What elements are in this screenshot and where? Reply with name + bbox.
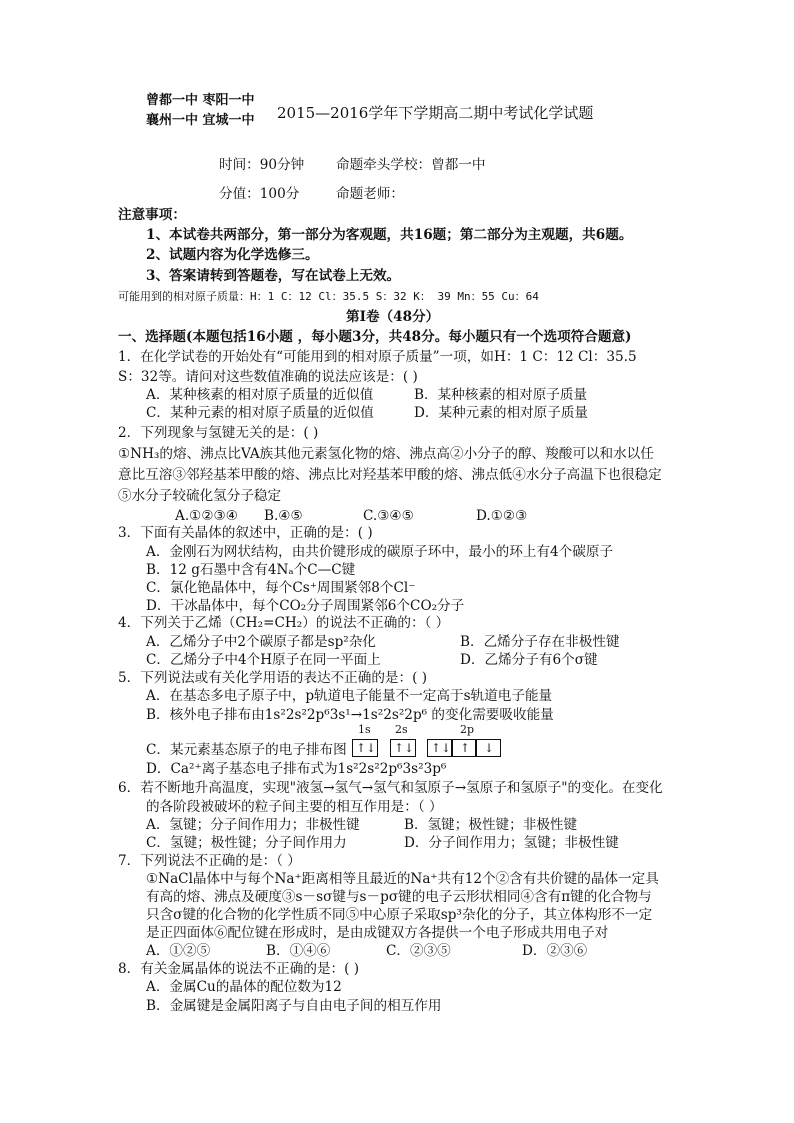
q2-option-a: A.①②③④ — [175, 508, 238, 524]
q3-option-b: B．12 g石墨中含有4Nₐ个C—C键 — [146, 562, 356, 578]
q5-option-b: B．核外电子排布由1s²2s²2p⁶3s¹→1s²2s²2p⁶ 的变化需要吸收能量 — [146, 707, 554, 723]
q8-stem: 8．有关金属晶体的说法不正确的是：( ) — [118, 961, 360, 977]
orbital-diagram — [352, 739, 504, 757]
orbital-arrows-2p-2: ↑ — [460, 741, 471, 755]
q7-line3: 只含σ键的化合物的化学性质不同⑤中心原子采取sp³杂化的分子，其立体构形不一定 — [146, 907, 653, 923]
q5-stem: 5．下列说法或有关化学用语的表达不正确的是：( ) — [118, 670, 428, 686]
q6-option-a: A．氢键；分子间作用力；非极性键 — [146, 817, 360, 833]
q5-option-a: A．在基态多电子原子中，p轨道电子能量不一定高于s轨道电子能量 — [146, 688, 553, 704]
q3-option-a: A．金刚石为网状结构，由共价键形成的碳原子环中，最小的环上有4个碳原子 — [146, 544, 614, 560]
q1-stem-line2: S：32等。请问对这些数值准确的说法应该是：( ) — [118, 369, 418, 385]
q4-stem: 4．下列关于乙烯（CH₂=CH₂）的说法不正确的：（ ） — [118, 615, 450, 631]
q2-option-d: D.①②③ — [476, 508, 528, 524]
q7-option-a: A．①②⑤ — [146, 943, 211, 959]
q4-option-b: B．乙烯分子存在非极性键 — [460, 634, 620, 650]
q7-stem: 7．下列说法不正确的是：（ ） — [118, 853, 301, 869]
orbital-label-1s: 1s — [358, 723, 371, 736]
q6-stem-line2: 的各阶段被破坏的粒子间主要的相互作用是：（ ） — [146, 799, 443, 815]
q1-option-c: C．某种元素的相对原子质量的近似值 — [146, 405, 374, 421]
q5-option-c: C．某元素基态原子的电子排布图 — [146, 742, 347, 758]
q2-option-c: C.③④⑤ — [363, 508, 414, 524]
q7-line2: 有高的熔、沸点及硬度③s－sσ键与s－pσ键的电子云形状相同④含有π键的化合物与 — [146, 889, 652, 905]
q1-stem-line1: 1．在化学试卷的开始处有“可能用到的相对原子质量”一项，如H：1 C：12 Cl：35.5 — [118, 349, 637, 365]
orbital-box-2p-2 — [451, 739, 477, 757]
header-schools-line2: 襄州一中 宜城一中 — [146, 113, 255, 128]
section-title: 第Ⅰ卷（48分） — [346, 309, 440, 325]
orbital-label-2p: 2p — [460, 723, 475, 736]
notes-item-3: 3、答案请转到答题卷，写在试卷上无效。 — [146, 268, 401, 284]
atomic-masses: 可能用到的相对原子质量：H：1 C：12 Cl：35.5 S：32 K： 39 Mn：55 Cu：64 — [118, 290, 539, 303]
q7-option-d: D．②③⑥ — [522, 943, 588, 959]
q7-option-b: B．①④⑥ — [266, 943, 331, 959]
q1-option-b: B．某种核素的相对原子质量 — [414, 387, 588, 403]
q7-line4: 是正四面体⑥配位键在形成时，是由成键双方各提供一个电子形成共用电子对 — [146, 925, 609, 941]
q4-option-d: D．乙烯分子有6个σ键 — [460, 652, 598, 668]
orbital-box-2s — [390, 739, 416, 757]
section-instructions: 一、选择题(本题包括16小题 ，每小题3分，共48分。每小题只有一个选项符合题意) — [118, 329, 632, 345]
q7-option-c: C．②③⑤ — [386, 943, 451, 959]
notes-heading: 注意事项： — [118, 207, 186, 223]
q4-option-c: C．乙烯分子中4个H原子在同一平面上 — [146, 652, 381, 668]
q2-line2: 意比互溶③邻羟基苯甲酸的熔、沸点比对羟基苯甲酸的熔、沸点低④水分子高温下也很稳定 — [118, 467, 662, 483]
q8-option-a: A．金属Cu的晶体的配位数为12 — [146, 979, 342, 995]
lead-school: 命题牵头学校：曾都一中 — [336, 157, 486, 173]
notes-item-1: 1、本试卷共两部分，第一部分为客观题，共16题；第二部分为主观题，共6题。 — [146, 227, 633, 243]
q7-line1: ①NaCl晶体中与每个Na⁺距离相等且最近的Na⁺共有12个②含有共价键的晶体一定具 — [146, 871, 659, 887]
orbital-box-2p-1 — [427, 739, 453, 757]
orbital-label-2s: 2s — [395, 723, 408, 736]
page-title: 2015—2016学年下学期高二期中考试化学试题 — [277, 104, 594, 122]
q2-option-b: B.④⑤ — [264, 508, 303, 524]
orbital-arrows-2s: ↑↓ — [394, 741, 415, 755]
q2-stem: 2．下列现象与氢键无关的是：( ) — [118, 425, 319, 441]
q4-option-a: A．乙烯分子中2个碳原子都是sp²杂化 — [146, 634, 376, 650]
q2-line3: ⑤水分子较硫化氢分子稳定 — [118, 488, 282, 504]
q1-option-a: A．某种核素的相对原子质量的近似值 — [146, 387, 374, 403]
q6-option-c: C．氢键；极性键；分子间作用力 — [146, 835, 347, 851]
q6-option-b: B．氢键；极性键；非极性键 — [404, 817, 578, 833]
orbital-arrows-2p-3: ↓ — [484, 741, 495, 755]
q3-option-c: C．氯化铯晶体中，每个Cs⁺周围紧邻8个Cl⁻ — [146, 580, 416, 596]
exam-score: 分值：100分 — [219, 186, 300, 202]
orbital-box-2p-3 — [475, 739, 501, 757]
teacher: 命题老师： — [336, 186, 404, 202]
q6-stem-line1: 6．若不断地升高温度，实现"液氢→氢气→氢气和氢原子→氢原子和氢原子"的变化。在变化 — [118, 780, 663, 796]
q8-option-b: B．金属键是金属阳离子与自由电子间的相互作用 — [146, 998, 442, 1014]
exam-time: 时间：90分钟 — [219, 157, 305, 173]
q5-option-d: D．Ca²⁺离子基态电子排布式为1s²2s²2p⁶3s²3p⁶ — [146, 761, 447, 777]
header-schools-line1: 曾都一中 枣阳一中 — [146, 93, 255, 108]
orbital-arrows-2p-1: ↑↓ — [431, 741, 452, 755]
q2-line1: ①NH₃的熔、沸点比VA族其他元素氢化物的熔、沸点高②小分子的醇、羧酸可以和水以任 — [118, 446, 654, 462]
notes-item-2: 2、试题内容为化学选修三。 — [146, 247, 319, 263]
orbital-arrows-1s: ↑↓ — [356, 741, 377, 755]
q3-option-d: D．干冰晶体中，每个CO₂分子周围紧邻6个CO₂分子 — [146, 598, 465, 614]
q3-stem: 3．下面有关晶体的叙述中，正确的是：( ) — [118, 525, 373, 541]
orbital-box-1s — [352, 739, 378, 757]
q6-option-d: D．分子间作用力；氢键；非极性键 — [404, 835, 619, 851]
q1-option-d: D．某种元素的相对原子质量 — [414, 405, 589, 421]
